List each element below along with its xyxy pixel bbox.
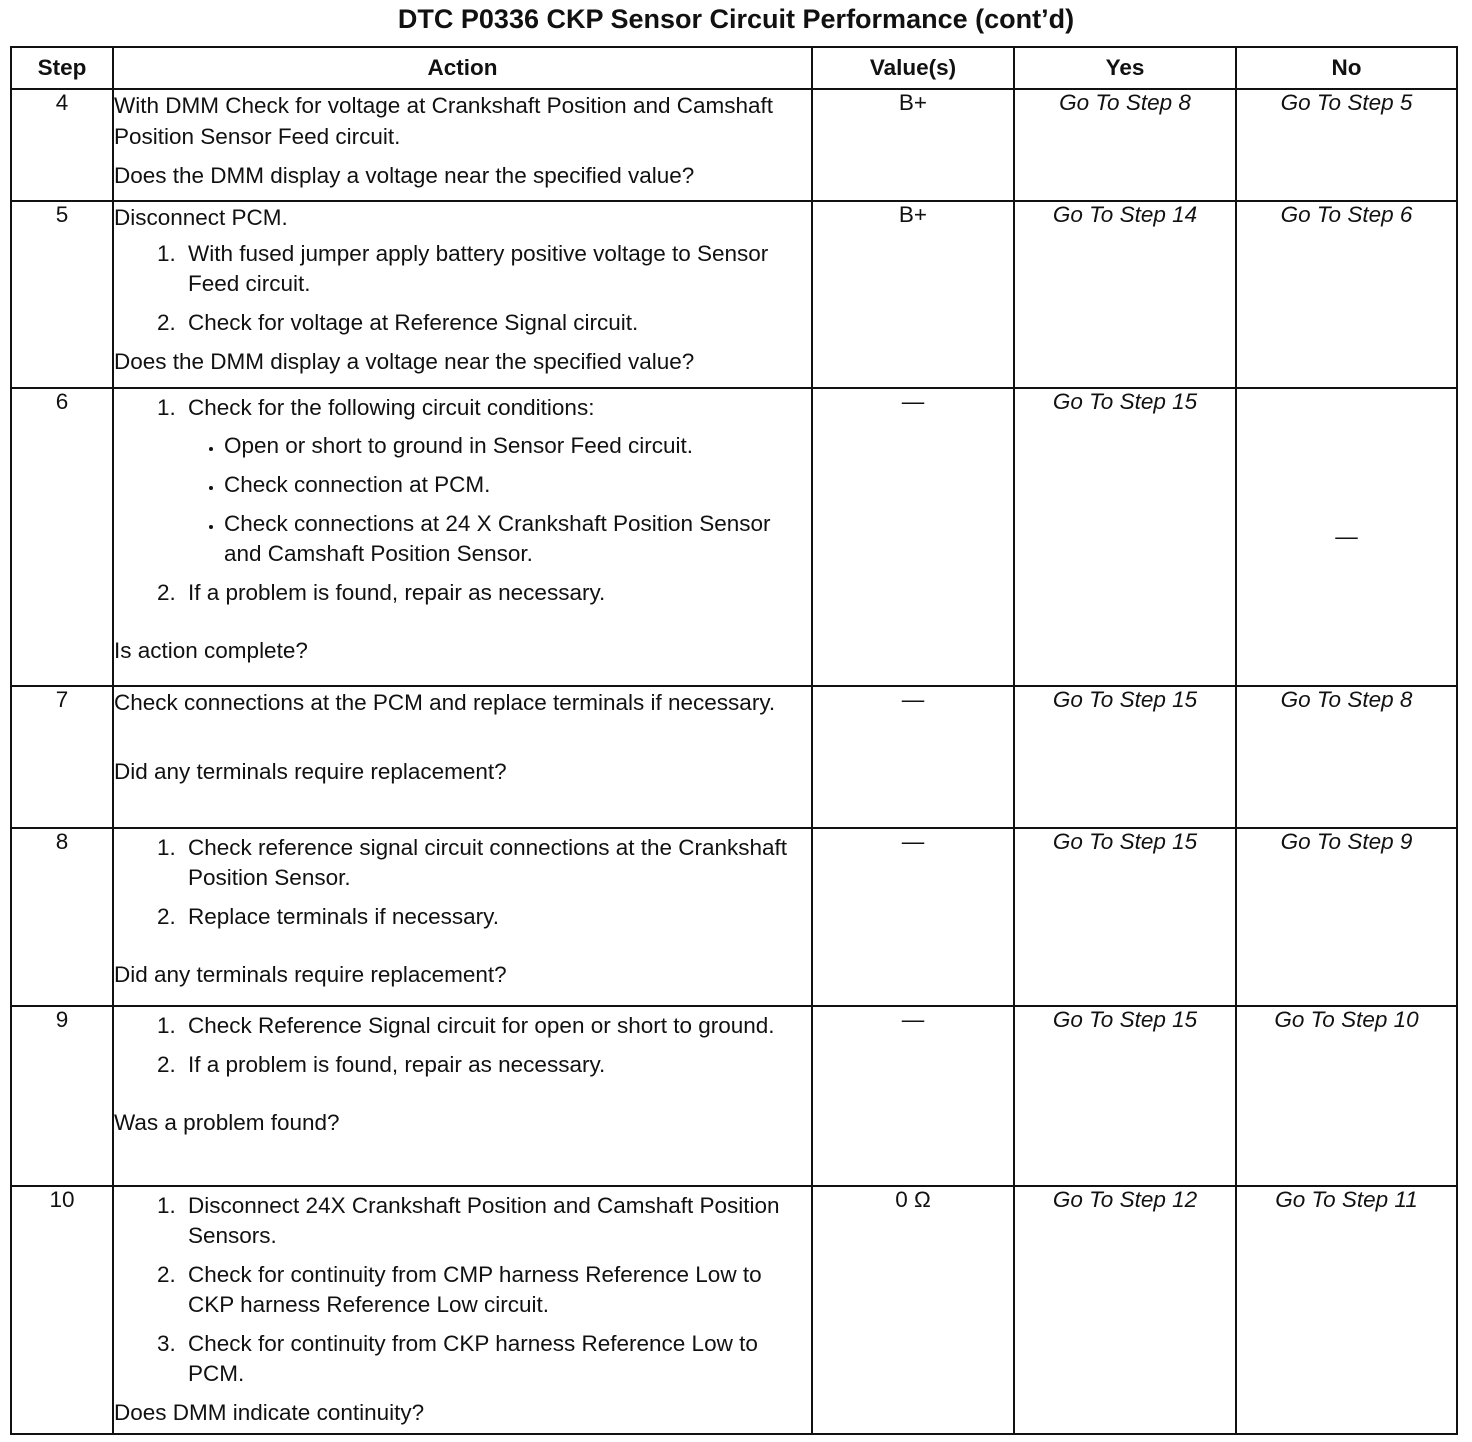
value-cell: — <box>812 388 1014 686</box>
no-link[interactable]: Go To Step 8 <box>1236 686 1457 828</box>
table-row-step-4 <box>11 89 1457 201</box>
value-cell: B+ <box>812 89 1014 201</box>
condition-list <box>188 431 811 569</box>
step-number: 7 <box>11 686 113 828</box>
no-link[interactable]: Go To Step 11 <box>1236 1186 1457 1434</box>
action-intro: Disconnect PCM. <box>114 205 288 230</box>
yes-link[interactable]: Go To Step 8 <box>1014 89 1236 201</box>
value-cell: — <box>812 686 1014 828</box>
table-row-step-9 <box>11 1006 1457 1186</box>
action-question: Does the DMM display a voltage near the specified value? <box>114 163 695 188</box>
value-cell: 0 Ω <box>812 1186 1014 1434</box>
step-number: 8 <box>11 828 113 1006</box>
list-item: 2. If a problem is found, repair as necessary. <box>182 1050 811 1080</box>
action-question: Did any terminals require replacement? <box>114 759 507 784</box>
list-item: 1. With fused jumper apply battery positive voltage to Sensor Feed circuit. <box>182 239 811 299</box>
step-number: 9 <box>11 1006 113 1186</box>
action-steps <box>114 393 811 608</box>
no-link[interactable]: Go To Step 9 <box>1236 828 1457 1006</box>
bullet-item: • Check connections at 24 X Crankshaft Position Sensor and Camshaft Position Sensor. <box>224 509 811 569</box>
header-step: Step <box>11 47 113 89</box>
action-question: Was a problem found? <box>114 1110 340 1135</box>
step-number: 4 <box>11 89 113 201</box>
action-steps <box>114 239 811 338</box>
table-row-step-8 <box>11 828 1457 1006</box>
yes-link[interactable]: Go To Step 14 <box>1014 201 1236 388</box>
action-question: Does DMM indicate continuity? <box>114 1400 425 1425</box>
action-cell <box>113 201 812 388</box>
table-row-step-10 <box>11 1186 1457 1434</box>
action-intro: With DMM Check for voltage at Crankshaft Position and Camshaft Position Sensor Feed circuit. <box>114 93 774 149</box>
list-item: 2. Check for voltage at Reference Signal circuit. <box>182 308 811 338</box>
list-item: 1. Check reference signal circuit connections at the Crankshaft Position Sensor. <box>182 833 811 893</box>
no-value: — <box>1236 388 1457 686</box>
header-values: Value(s) <box>812 47 1014 89</box>
page-title: DTC P0336 CKP Sensor Circuit Performance (cont’d) <box>397 4 1075 34</box>
no-link[interactable]: Go To Step 5 <box>1236 89 1457 201</box>
list-item: 1. Check Reference Signal circuit for open or short to ground. <box>182 1011 811 1041</box>
action-cell <box>113 828 812 1006</box>
yes-link[interactable]: Go To Step 15 <box>1014 686 1236 828</box>
step-number: 5 <box>11 201 113 388</box>
action-question: Is action complete? <box>114 638 308 663</box>
no-link[interactable]: Go To Step 6 <box>1236 201 1457 388</box>
step-number: 10 <box>11 1186 113 1434</box>
bullet-item: • Open or short to ground in Sensor Feed circuit. <box>224 431 811 461</box>
list-item <box>182 393 811 569</box>
list-item: 2. If a problem is found, repair as necessary. <box>182 578 811 608</box>
action-question: Did any terminals require replacement? <box>114 962 507 987</box>
list-item: 2. Replace terminals if necessary. <box>182 902 811 932</box>
list-item: 3. Check for continuity from CKP harness Reference Low to PCM. <box>182 1329 811 1389</box>
bullet-item: • Check connection at PCM. <box>224 470 811 500</box>
action-steps <box>114 1191 811 1389</box>
header-no: No <box>1236 47 1457 89</box>
action-cell <box>113 89 812 201</box>
header-yes: Yes <box>1014 47 1236 89</box>
value-cell: B+ <box>812 201 1014 388</box>
action-cell <box>113 1006 812 1186</box>
action-steps <box>114 833 811 932</box>
action-intro: Check connections at the PCM and replace terminals if necessary. <box>114 690 776 715</box>
step-number: 6 <box>11 388 113 686</box>
diagnostic-table <box>10 46 1458 1435</box>
action-cell <box>113 388 812 686</box>
table-row-step-6 <box>11 388 1457 686</box>
yes-link[interactable]: Go To Step 15 <box>1014 1006 1236 1186</box>
list-item-text: Check for the following circuit conditions: <box>188 395 595 420</box>
table-row-step-7 <box>11 686 1457 828</box>
yes-link[interactable]: Go To Step 15 <box>1014 828 1236 1006</box>
list-item: 2. Check for continuity from CMP harness Reference Low to CKP harness Reference Low circuit. <box>182 1260 811 1320</box>
value-cell: — <box>812 1006 1014 1186</box>
no-link[interactable]: Go To Step 10 <box>1236 1006 1457 1186</box>
yes-link[interactable]: Go To Step 12 <box>1014 1186 1236 1434</box>
value-cell: — <box>812 828 1014 1006</box>
header-row <box>11 47 1457 89</box>
yes-link[interactable]: Go To Step 15 <box>1014 388 1236 686</box>
table-row-step-5 <box>11 201 1457 388</box>
action-cell <box>113 686 812 828</box>
action-question: Does the DMM display a voltage near the specified value? <box>114 349 695 374</box>
list-item: 1. Disconnect 24X Crankshaft Position and Camshaft Position Sensors. <box>182 1191 811 1251</box>
header-action: Action <box>113 47 812 89</box>
action-cell <box>113 1186 812 1434</box>
action-steps <box>114 1011 811 1080</box>
